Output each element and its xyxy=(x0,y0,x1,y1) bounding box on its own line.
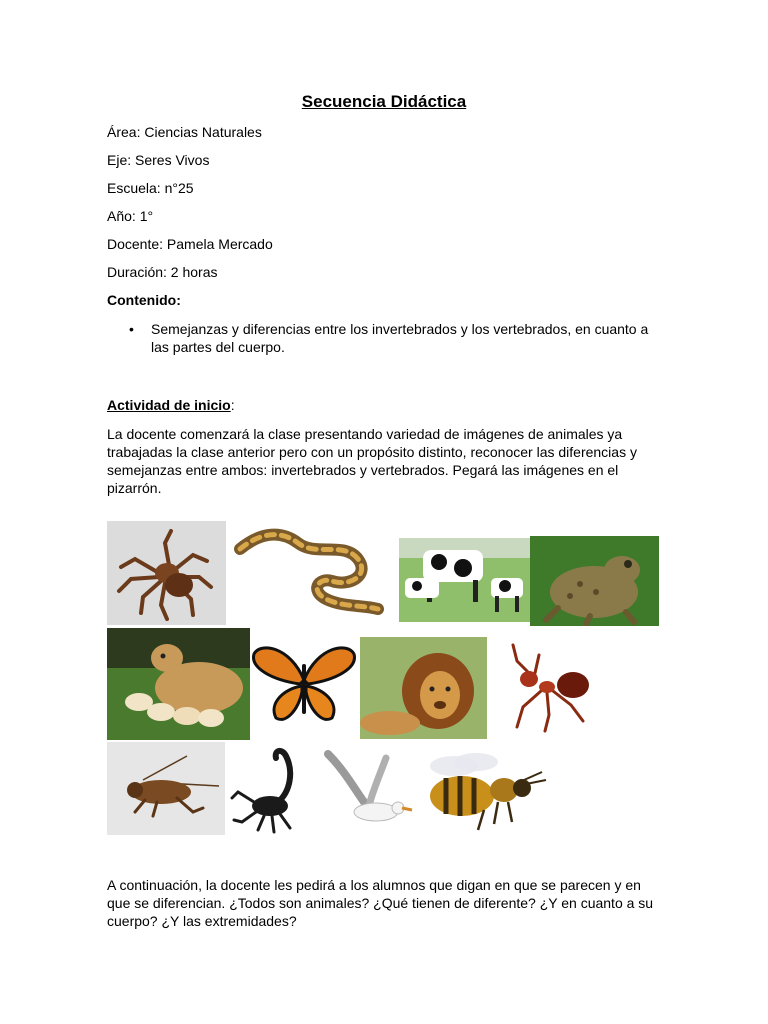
contenido-bullet-text: Semejanzas y diferencias entre los invertebrados y los vertebrados, en cuanto a las partes del cuerpo. xyxy=(151,321,649,355)
actividad-heading-text: Actividad de inicio xyxy=(107,397,231,413)
contenido-label: Contenido: xyxy=(107,292,181,308)
bee-icon xyxy=(414,744,554,836)
snake-image xyxy=(232,521,384,615)
bee-image xyxy=(414,744,554,836)
cows-image xyxy=(399,538,530,622)
snake-icon xyxy=(232,521,384,615)
document-title: Secuencia Didáctica xyxy=(301,92,467,111)
tarantula-icon xyxy=(107,521,226,625)
cows-icon xyxy=(399,538,530,622)
dog-puppies-icon xyxy=(107,628,250,740)
dog-puppies-image xyxy=(107,628,250,740)
actividad-paragraph-1: La docente comenzará la clase presentando variedad de imágenes de animales ya trabajadas la clase anterior pero con un propósito distinto, reconocer las diferencias y semejanzas entre ambos: invertebrados y vertebrados. Pegará las imágenes en el pizarrón. xyxy=(107,426,637,496)
area-line: Área: Ciencias Naturales xyxy=(107,124,262,140)
anio-line: Año: 1° xyxy=(107,208,154,224)
contenido-bullet xyxy=(107,320,667,356)
escuela-line: Escuela: n°25 xyxy=(107,180,194,196)
butterfly-icon xyxy=(250,640,358,726)
seagull-image xyxy=(324,748,414,836)
cricket-image xyxy=(107,742,225,835)
cricket-icon xyxy=(107,742,225,835)
butterfly-image xyxy=(250,640,358,726)
ant-icon xyxy=(487,631,605,739)
scorpion-image xyxy=(228,742,324,836)
ant-image xyxy=(487,631,605,739)
tarantula-image xyxy=(107,521,226,625)
toad-icon xyxy=(530,536,659,626)
lion-icon xyxy=(360,637,487,739)
bullet-dot: • xyxy=(129,321,134,337)
docente-line: Docente: Pamela Mercado xyxy=(107,236,273,252)
eje-line: Eje: Seres Vivos xyxy=(107,152,210,168)
scorpion-icon xyxy=(228,742,324,836)
actividad-heading xyxy=(107,397,235,413)
duracion-line: Duración: 2 horas xyxy=(107,264,218,280)
toad-image xyxy=(530,536,659,626)
seagull-icon xyxy=(324,748,414,836)
actividad-heading-colon: : xyxy=(230,397,235,413)
lion-image xyxy=(360,637,487,739)
actividad-paragraph-2: A continuación, la docente les pedirá a los alumnos que digan en que se parecen y en que se diferencian. ¿Todos son animales? ¿Qué tienen de diferente? ¿Y en cuanto a su cuerpo? ¿Y las extremidades? xyxy=(107,877,654,929)
